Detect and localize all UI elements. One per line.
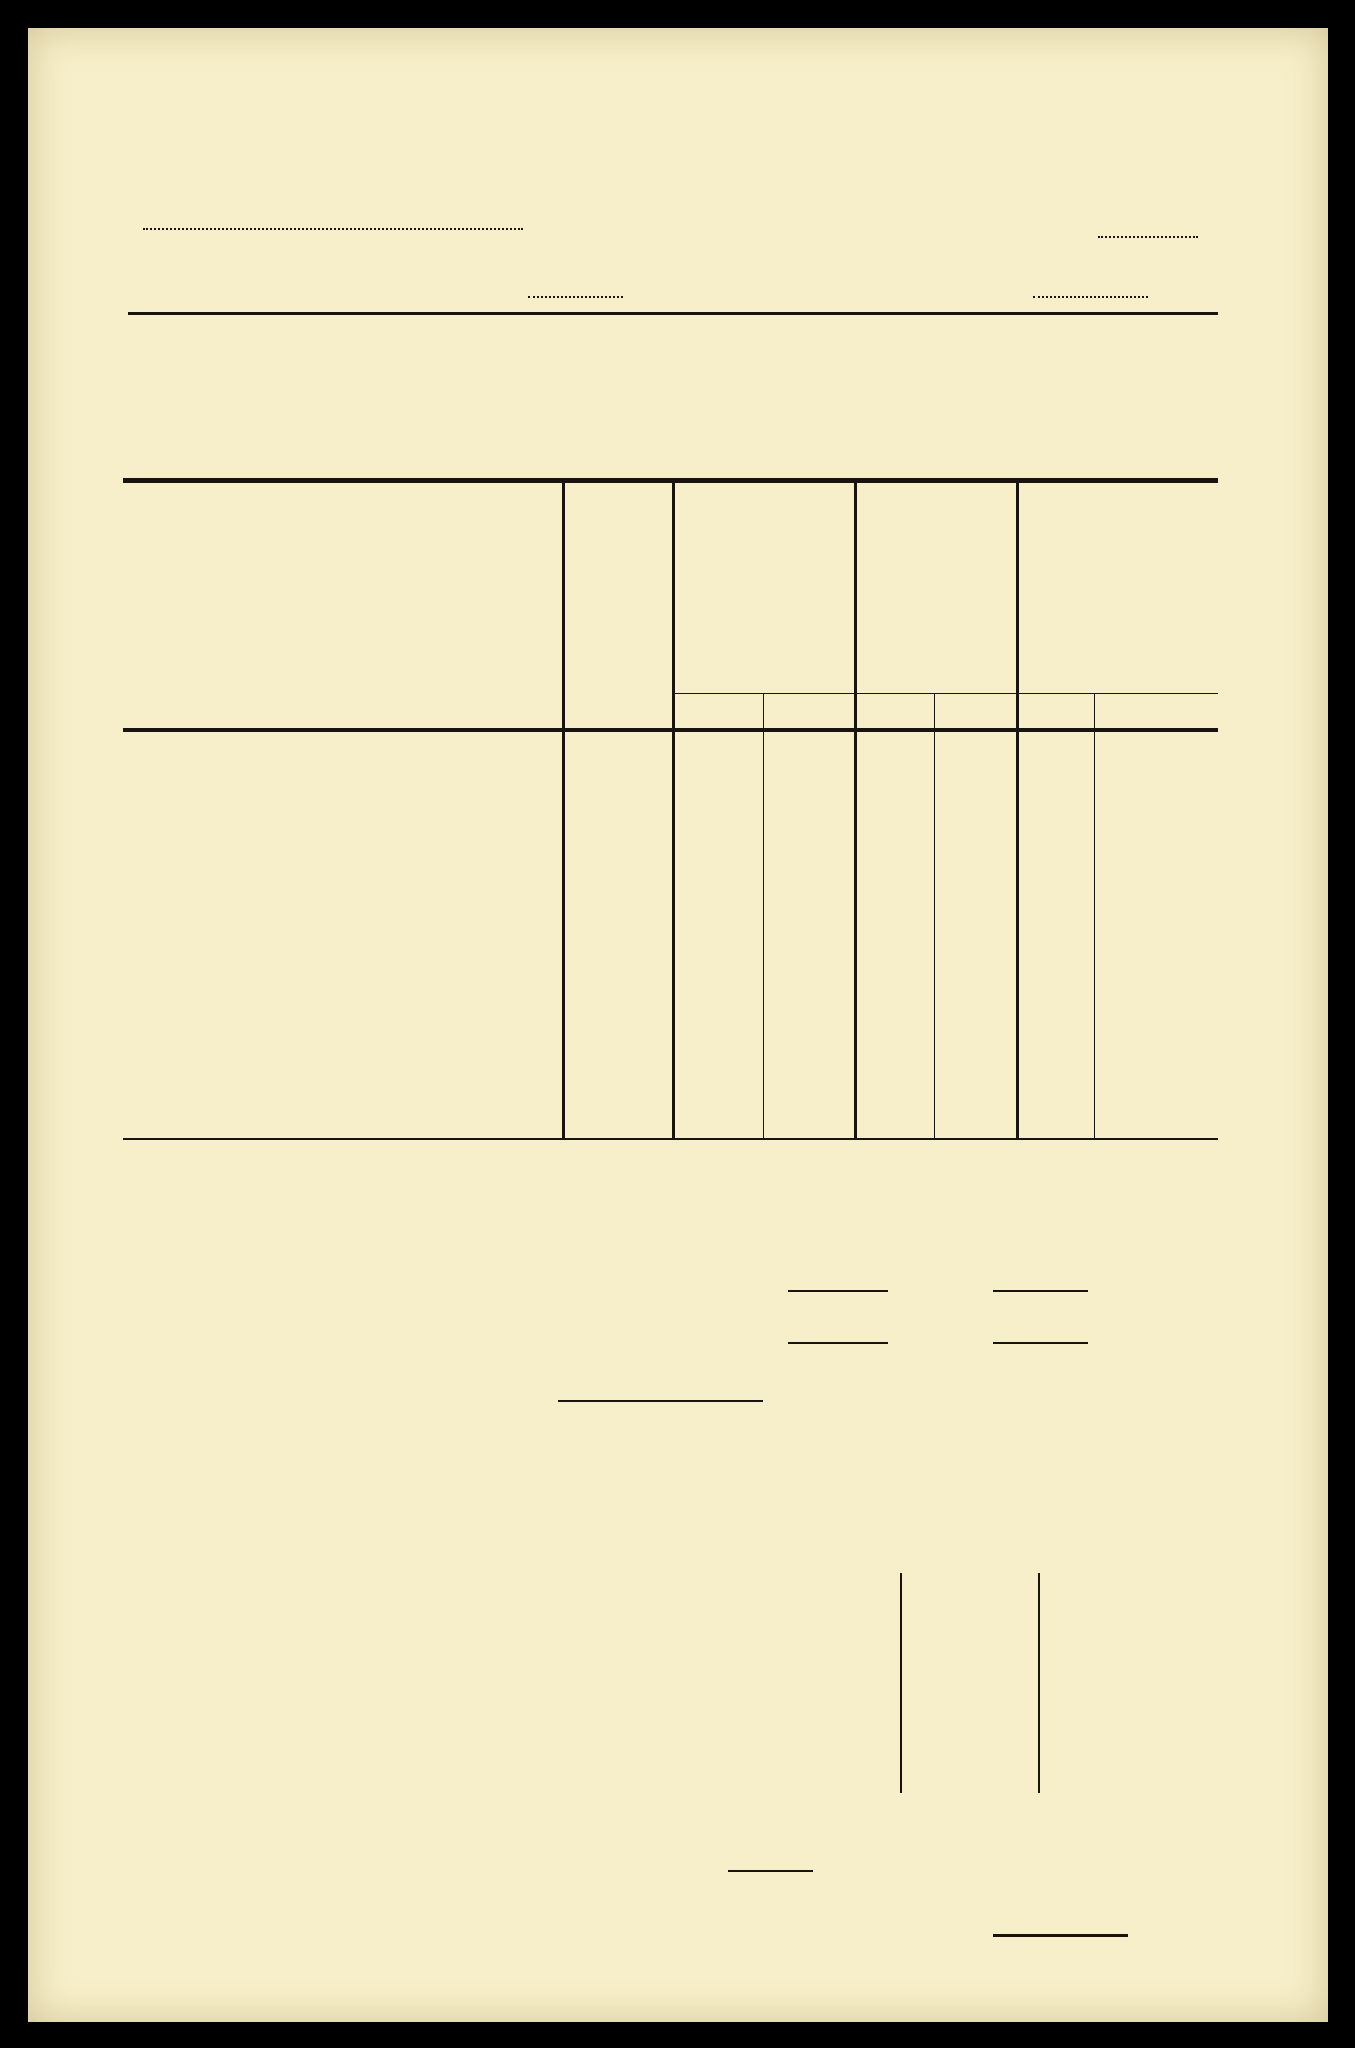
- header-rule: [128, 312, 1218, 315]
- table-header-bottom-rule: [123, 728, 1218, 732]
- herred-field: [143, 198, 523, 230]
- table-top-rule: [123, 478, 1218, 483]
- personsedler-field: [1033, 268, 1148, 298]
- col-divider-c-mk: [1094, 693, 1095, 1138]
- col-divider-b-mk: [934, 693, 935, 1138]
- col-divider-numer: [672, 483, 675, 1138]
- col-divider-a-mk: [763, 693, 764, 1138]
- col-divider-a: [854, 483, 857, 1138]
- tilstede-kvinder-line: [993, 1290, 1088, 1292]
- buildings-divider-2: [1038, 1573, 1040, 1793]
- col-divider-names: [562, 483, 565, 1138]
- tilstede-maend-line: [788, 1290, 888, 1292]
- section-divider: [558, 1400, 763, 1402]
- hjemme-kvinder-line: [993, 1342, 1088, 1344]
- mk-top-rule: [672, 693, 1218, 694]
- vend-rule: [993, 1934, 1128, 1937]
- taellingskreds-field: [528, 268, 623, 298]
- table-bottom-rule: [123, 1138, 1218, 1140]
- census-form-page: [28, 28, 1328, 2022]
- husliste-field: [1098, 208, 1198, 238]
- col-divider-b: [1016, 483, 1019, 1138]
- buildings-divider-1: [900, 1573, 902, 1793]
- hjemme-maend-line: [788, 1342, 888, 1344]
- nei-underline: [728, 1870, 813, 1872]
